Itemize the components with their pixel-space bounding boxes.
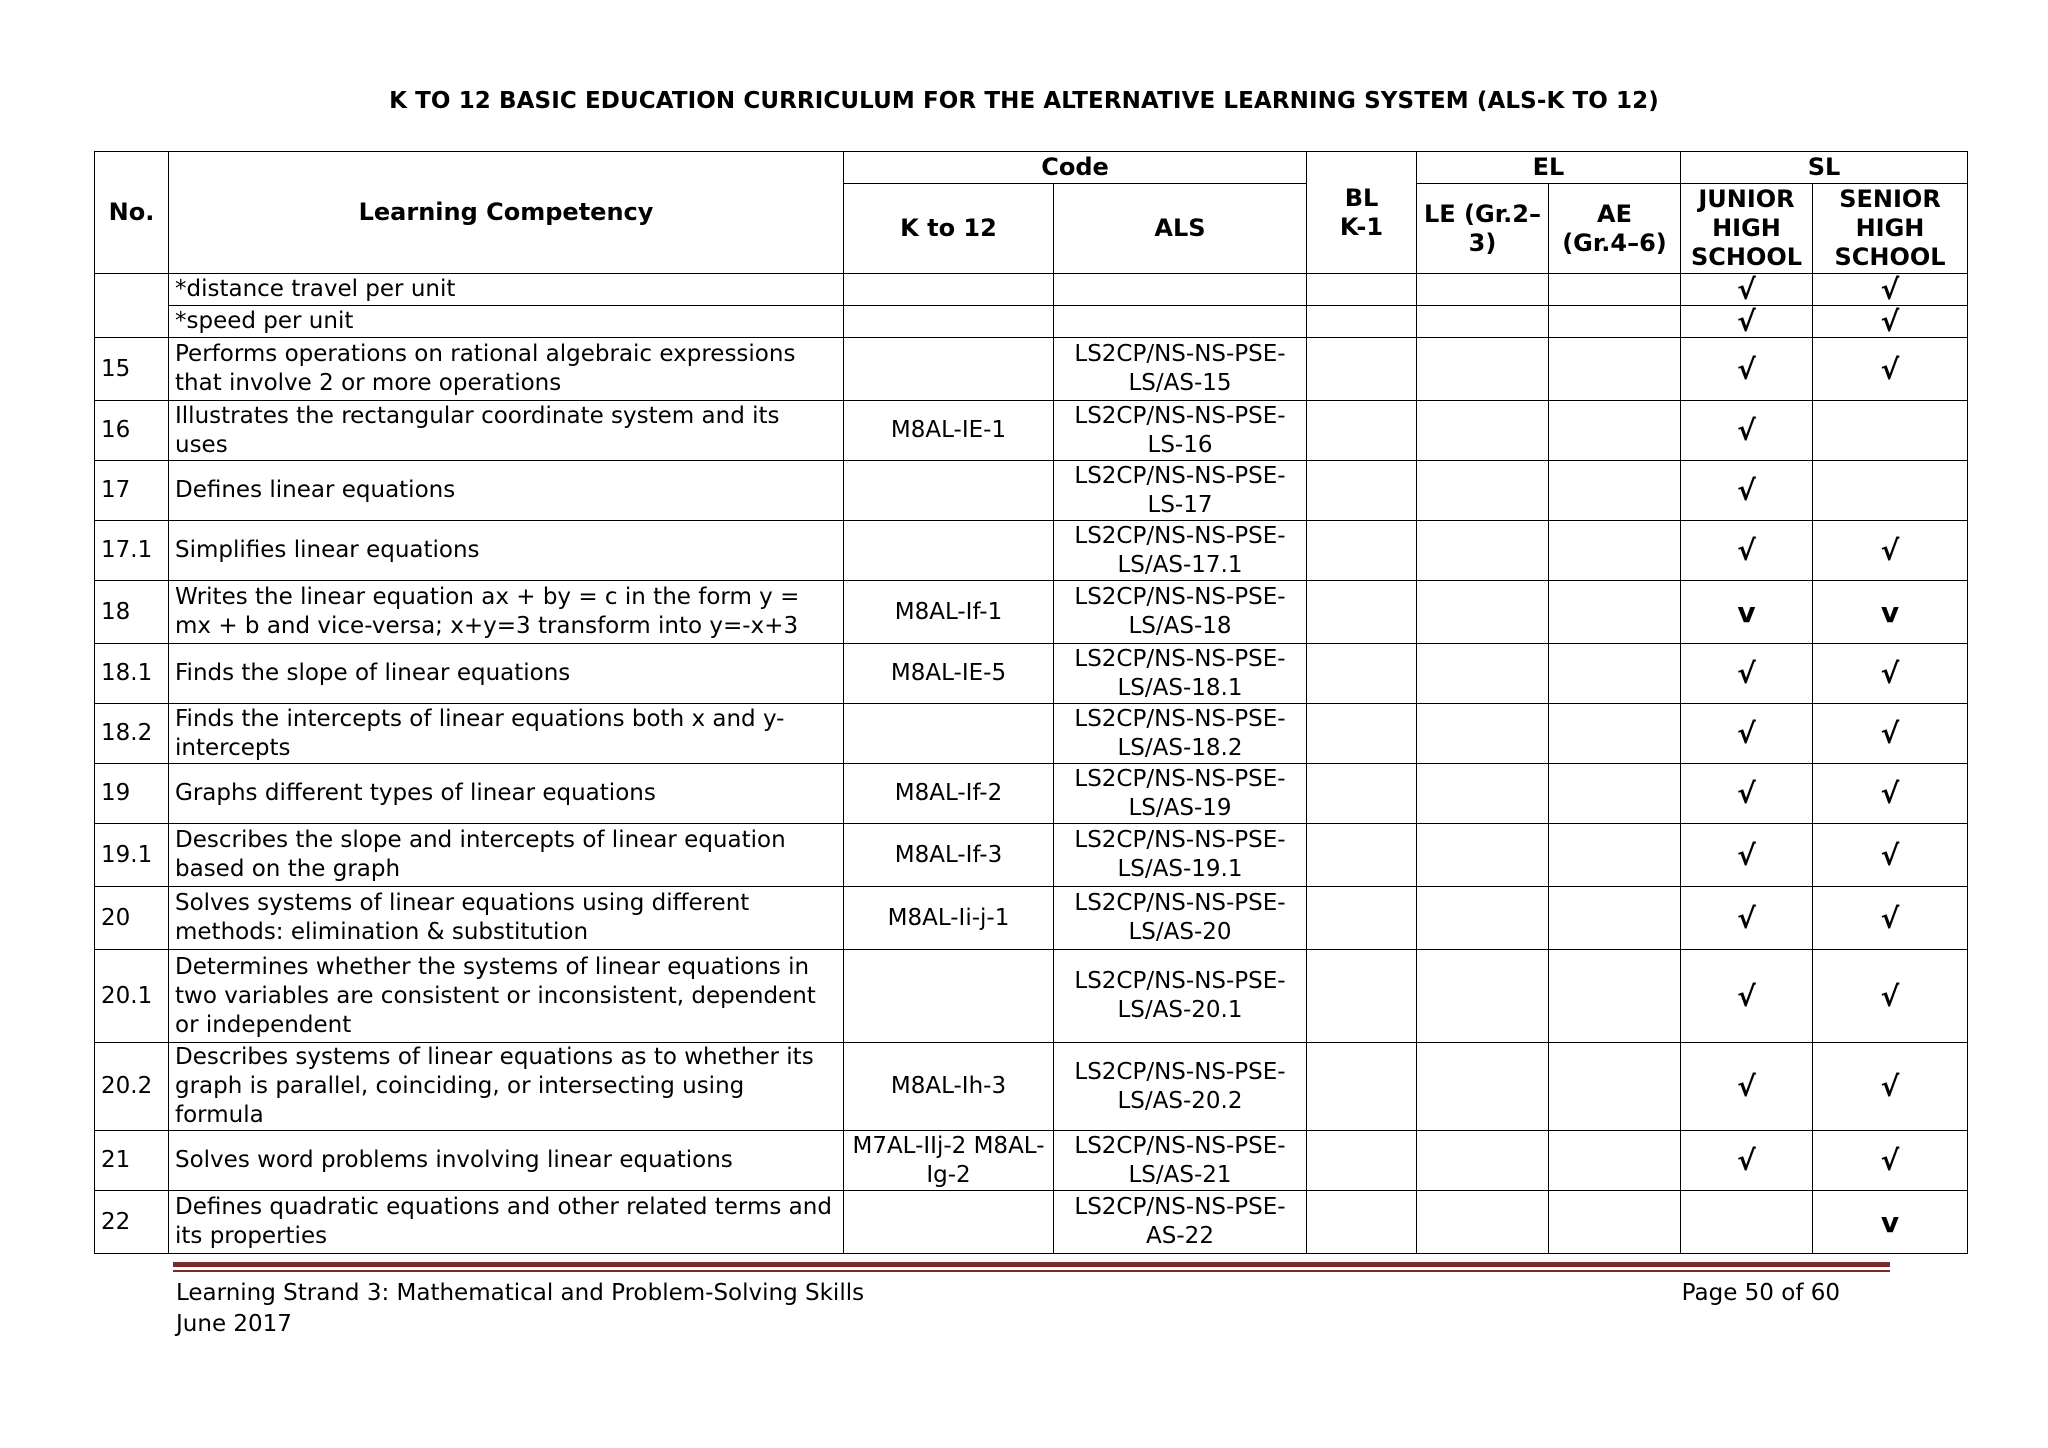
le-cell [1417, 1191, 1549, 1254]
le-cell [1417, 581, 1549, 644]
jhs-check: √ [1681, 1043, 1813, 1131]
als-code: LS2CP/NS-NS-PSE-LS/AS-19 [1054, 764, 1307, 824]
table-row [95, 950, 1968, 1043]
jhs-check: √ [1681, 1131, 1813, 1191]
jhs-check: √ [1681, 950, 1813, 1043]
header-le: LE (Gr.2–3) [1417, 184, 1549, 274]
bl-cell [1307, 644, 1417, 704]
table-row [95, 644, 1968, 704]
shs-check: √ [1813, 704, 1968, 764]
k12-code [844, 274, 1054, 306]
k12-code: M8AL-Ih-3 [844, 1043, 1054, 1131]
shs-check: √ [1813, 824, 1968, 887]
ae-cell [1549, 1191, 1681, 1254]
learning-competency: Describes systems of linear equations as to whether its graph is parallel, coinciding, or intersecting using formula [169, 1043, 844, 1131]
jhs-check [1681, 1191, 1813, 1254]
shs-check: √ [1813, 338, 1968, 401]
row-number: 19 [95, 764, 169, 824]
bl-cell [1307, 704, 1417, 764]
als-code: LS2CP/NS-NS-PSE-LS/AS-21 [1054, 1131, 1307, 1191]
learning-competency: *distance travel per unit [169, 274, 844, 306]
k12-code: M8AL-Ii-j-1 [844, 887, 1054, 950]
row-number: 18.2 [95, 704, 169, 764]
table-row [95, 521, 1968, 581]
learning-competency: Finds the slope of linear equations [169, 644, 844, 704]
curriculum-table [94, 151, 1968, 1254]
table-row [95, 401, 1968, 461]
learning-competency: Describes the slope and intercepts of linear equation based on the graph [169, 824, 844, 887]
row-number: 19.1 [95, 824, 169, 887]
row-number: 15 [95, 338, 169, 401]
table-body [95, 274, 1968, 1254]
le-cell [1417, 461, 1549, 521]
row-number: 18 [95, 581, 169, 644]
k12-code: M8AL-If-1 [844, 581, 1054, 644]
learning-competency: Graphs different types of linear equations [169, 764, 844, 824]
table-row [95, 306, 1968, 338]
k12-code: M8AL-If-3 [844, 824, 1054, 887]
row-number: 22 [95, 1191, 169, 1254]
header-sl: SL [1681, 152, 1968, 184]
jhs-check: √ [1681, 764, 1813, 824]
le-cell [1417, 274, 1549, 306]
jhs-check: √ [1681, 274, 1813, 306]
k12-code [844, 1191, 1054, 1254]
k12-code [844, 306, 1054, 338]
ae-cell [1549, 306, 1681, 338]
jhs-check: √ [1681, 887, 1813, 950]
k12-code: M8AL-If-2 [844, 764, 1054, 824]
le-cell [1417, 764, 1549, 824]
learning-competency: Defines linear equations [169, 461, 844, 521]
als-code: LS2CP/NS-NS-PSE-LS-16 [1054, 401, 1307, 461]
row-number: 18.1 [95, 644, 169, 704]
bl-cell [1307, 764, 1417, 824]
header-shs: SENIOR HIGH SCHOOL [1813, 184, 1968, 274]
als-code: LS2CP/NS-NS-PSE-LS/AS-19.1 [1054, 824, 1307, 887]
jhs-check: v [1681, 581, 1813, 644]
als-code: LS2CP/NS-NS-PSE-LS/AS-18.2 [1054, 704, 1307, 764]
bl-cell [1307, 950, 1417, 1043]
row-number: 17.1 [95, 521, 169, 581]
bl-cell [1307, 581, 1417, 644]
header-competency: Learning Competency [169, 152, 844, 274]
footer-divider-thin [173, 1270, 1890, 1272]
row-number: 20 [95, 887, 169, 950]
k12-code: M7AL-IIj-2 M8AL-Ig-2 [844, 1131, 1054, 1191]
bl-cell [1307, 461, 1417, 521]
jhs-check: √ [1681, 401, 1813, 461]
header-k12: K to 12 [844, 184, 1054, 274]
ae-cell [1549, 644, 1681, 704]
ae-cell [1549, 401, 1681, 461]
als-code [1054, 306, 1307, 338]
learning-competency: *speed per unit [169, 306, 844, 338]
le-cell [1417, 887, 1549, 950]
bl-cell [1307, 521, 1417, 581]
ae-cell [1549, 274, 1681, 306]
als-code: LS2CP/NS-NS-PSE-AS-22 [1054, 1191, 1307, 1254]
header-el: EL [1417, 152, 1681, 184]
k12-code [844, 521, 1054, 581]
row-number: 16 [95, 401, 169, 461]
bl-cell [1307, 1131, 1417, 1191]
jhs-check: √ [1681, 521, 1813, 581]
bl-cell [1307, 887, 1417, 950]
le-cell [1417, 704, 1549, 764]
shs-check: √ [1813, 644, 1968, 704]
shs-check: √ [1813, 950, 1968, 1043]
k12-code: M8AL-IE-5 [844, 644, 1054, 704]
row-number [95, 274, 169, 338]
le-cell [1417, 401, 1549, 461]
bl-cell [1307, 274, 1417, 306]
ae-cell [1549, 824, 1681, 887]
jhs-check: √ [1681, 824, 1813, 887]
le-cell [1417, 521, 1549, 581]
table-row [95, 887, 1968, 950]
learning-competency: Performs operations on rational algebraic expressions that involve 2 or more operations [169, 338, 844, 401]
als-code [1054, 274, 1307, 306]
le-cell [1417, 306, 1549, 338]
als-code: LS2CP/NS-NS-PSE-LS/AS-20.1 [1054, 950, 1307, 1043]
shs-check [1813, 401, 1968, 461]
page-title: K TO 12 BASIC EDUCATION CURRICULUM FOR THE ALTERNATIVE LEARNING SYSTEM (ALS-K TO 12) [389, 88, 1659, 114]
header-bl-text: BL K-1 [1339, 183, 1384, 241]
footer-strand: Learning Strand 3: Mathematical and Problem-Solving Skills [176, 1280, 865, 1306]
ae-cell [1549, 338, 1681, 401]
learning-competency: Simplifies linear equations [169, 521, 844, 581]
header-code: Code [844, 152, 1307, 184]
shs-check: √ [1813, 521, 1968, 581]
shs-check: √ [1813, 1131, 1968, 1191]
shs-check: v [1813, 581, 1968, 644]
ae-cell [1549, 581, 1681, 644]
ae-cell [1549, 887, 1681, 950]
jhs-check: √ [1681, 704, 1813, 764]
als-code: LS2CP/NS-NS-PSE-LS/AS-15 [1054, 338, 1307, 401]
le-cell [1417, 950, 1549, 1043]
table-row [95, 274, 1968, 306]
als-code: LS2CP/NS-NS-PSE-LS/AS-18.1 [1054, 644, 1307, 704]
learning-competency: Determines whether the systems of linear equations in two variables are consistent or inconsistent, dependent or independent [169, 950, 844, 1043]
shs-check: √ [1813, 306, 1968, 338]
row-number: 21 [95, 1131, 169, 1191]
learning-competency: Solves word problems involving linear equations [169, 1131, 844, 1191]
k12-code: M8AL-IE-1 [844, 401, 1054, 461]
ae-cell [1549, 461, 1681, 521]
als-code: LS2CP/NS-NS-PSE-LS-17 [1054, 461, 1307, 521]
page-number: Page 50 of 60 [1681, 1280, 1840, 1306]
le-cell [1417, 824, 1549, 887]
le-cell [1417, 338, 1549, 401]
bl-cell [1307, 306, 1417, 338]
jhs-check: √ [1681, 306, 1813, 338]
shs-check: √ [1813, 887, 1968, 950]
footer-date: June 2017 [176, 1311, 292, 1337]
header-ae: AE (Gr.4–6) [1549, 184, 1681, 274]
learning-competency: Solves systems of linear equations using different methods: elimination & substitution [169, 887, 844, 950]
shs-check: √ [1813, 1043, 1968, 1131]
table-row [95, 338, 1968, 401]
jhs-check: √ [1681, 644, 1813, 704]
bl-cell [1307, 1043, 1417, 1131]
table-row [95, 1131, 1968, 1191]
header-no: No. [95, 152, 169, 274]
row-number: 20.2 [95, 1043, 169, 1131]
shs-check: v [1813, 1191, 1968, 1254]
bl-cell [1307, 401, 1417, 461]
k12-code [844, 704, 1054, 764]
als-code: LS2CP/NS-NS-PSE-LS/AS-20 [1054, 887, 1307, 950]
shs-check [1813, 461, 1968, 521]
le-cell [1417, 1043, 1549, 1131]
le-cell [1417, 644, 1549, 704]
shs-check: √ [1813, 764, 1968, 824]
learning-competency: Defines quadratic equations and other related terms and its properties [169, 1191, 844, 1254]
table-row [95, 824, 1968, 887]
ae-cell [1549, 1131, 1681, 1191]
bl-cell [1307, 338, 1417, 401]
header-jhs: JUNIOR HIGH SCHOOL [1681, 184, 1813, 274]
ae-cell [1549, 521, 1681, 581]
le-cell [1417, 1131, 1549, 1191]
learning-competency: Finds the intercepts of linear equations both x and y-intercepts [169, 704, 844, 764]
ae-cell [1549, 1043, 1681, 1131]
table-row [95, 1191, 1968, 1254]
learning-competency: Writes the linear equation ax + by = c in the form y = mx + b and vice-versa; x+y=3 transform into y=-x+3 [169, 581, 844, 644]
k12-code [844, 338, 1054, 401]
table-row [95, 764, 1968, 824]
k12-code [844, 461, 1054, 521]
bl-cell [1307, 1191, 1417, 1254]
bl-cell [1307, 824, 1417, 887]
k12-code [844, 950, 1054, 1043]
table-row [95, 1043, 1968, 1131]
header-bl [1307, 152, 1417, 274]
jhs-check: √ [1681, 338, 1813, 401]
als-code: LS2CP/NS-NS-PSE-LS/AS-18 [1054, 581, 1307, 644]
learning-competency: Illustrates the rectangular coordinate system and its uses [169, 401, 844, 461]
als-code: LS2CP/NS-NS-PSE-LS/AS-17.1 [1054, 521, 1307, 581]
footer-divider [173, 1262, 1890, 1267]
table-row [95, 461, 1968, 521]
ae-cell [1549, 704, 1681, 764]
row-number: 20.1 [95, 950, 169, 1043]
table-row [95, 704, 1968, 764]
header-als: ALS [1054, 184, 1307, 274]
jhs-check: √ [1681, 461, 1813, 521]
shs-check: √ [1813, 274, 1968, 306]
table-row [95, 581, 1968, 644]
als-code: LS2CP/NS-NS-PSE-LS/AS-20.2 [1054, 1043, 1307, 1131]
row-number: 17 [95, 461, 169, 521]
ae-cell [1549, 764, 1681, 824]
ae-cell [1549, 950, 1681, 1043]
